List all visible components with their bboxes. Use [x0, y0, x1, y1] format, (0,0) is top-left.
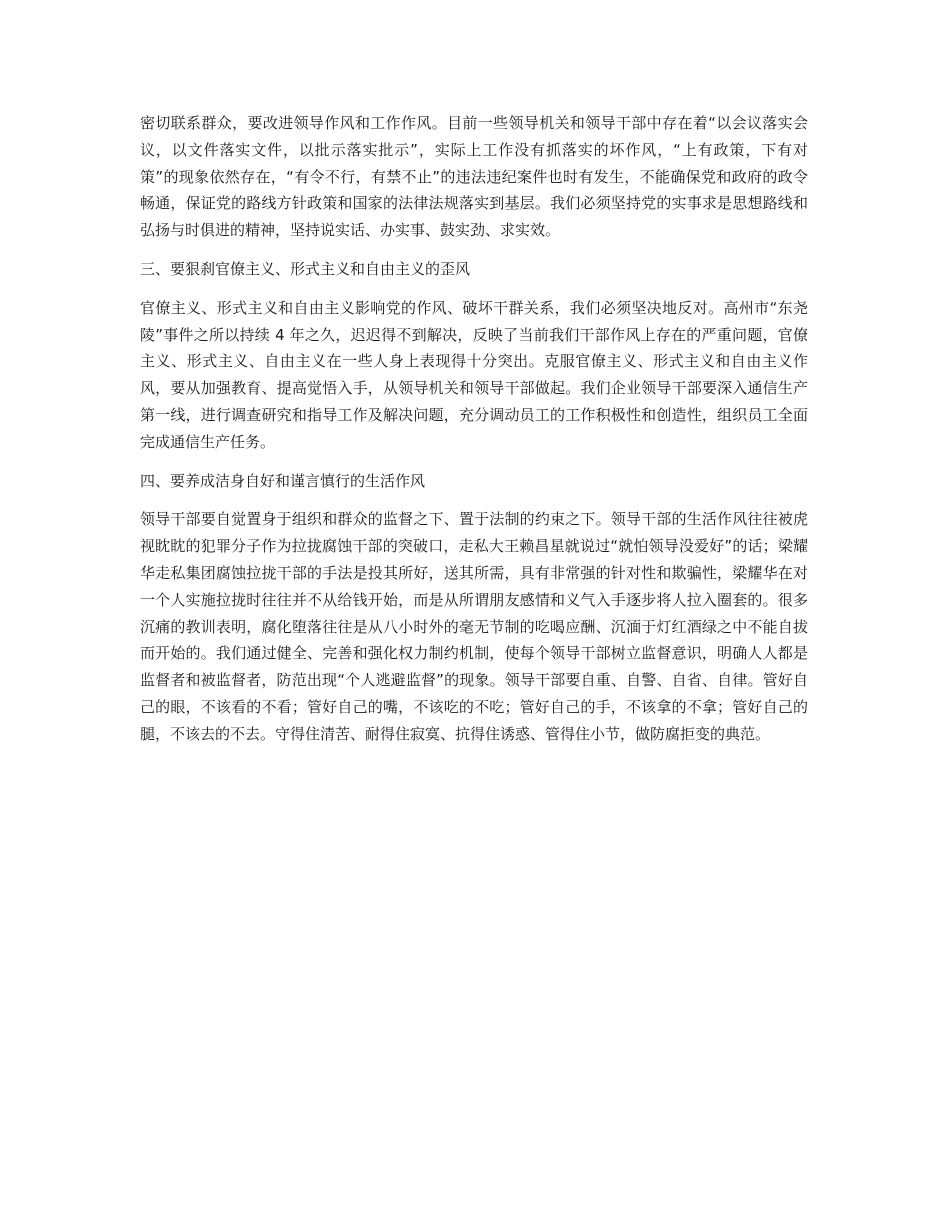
- section-heading-4: 四、要养成洁身自好和谨言慎行的生活作风: [140, 471, 426, 490]
- document-page: [140, 110, 808, 760]
- section-heading-3: 三、要狠刹官僚主义、形式主义和自由主义的歪风: [140, 259, 471, 278]
- paragraph-bureaucratism: 官僚主义、形式主义和自由主义影响党的作风、破坏干群关系，我们必须坚决地反对。高州市“东尧陵”事件之所以持续 4 年之久，迟迟得不到解决，反映了当前我们干部作风上存在的严重问题，官僚主义、形式主义、自由主义在一些人身上表现得十分突出。克服官僚主义、形式主义和自由主义作风，要从加强教育、提高觉悟入手，从领导机关和领导干部做起。我们企业领导干部要深入通信生产第一线，进行调查研究和指导工作及解决问题，充分调动员工的工作积极性和创造性，组织员工全面完成通信生产任务。: [140, 298, 808, 451]
- paragraph-leadership-style: 密切联系群众，要改进领导作风和工作作风。目前一些领导机关和领导干部中存在着“以会议落实会议，以文件落实文件，以批示落实批示”，实际上工作没有抓落实的坏作风，“上有政策，下有对策”的现象依然存在，“有令不行，有禁不止”的违法违纪案件也时有发生，不能确保党和政府的政令畅通，保证党的路线方针政策和国家的法律法规落实到基层。我们必须坚持党的实事求是思想路线和弘扬与时俱进的精神，坚持说实话、办实事、鼓实劲、求实效。: [140, 114, 808, 240]
- paragraph-lifestyle: 领导干部要自觉置身于组织和群众的监督之下、置于法制的约束之下。领导干部的生活作风往往被虎视眈眈的犯罪分子作为拉拢腐蚀干部的突破口，走私大王赖昌星就说过“就怕领导没爱好”的话；梁耀华走私集团腐蚀拉拢干部的手法是投其所好，送其所需，具有非常强的针对性和欺骗性，梁耀华在对一个人实施拉拢时往往并不从给钱开始，而是从所谓朋友感情和义气入手逐步将人拉入圈套的。很多沉痛的教训表明，腐化堕落往往是从八小时外的毫无节制的吃喝应酬、沉湎于灯红酒绿之中不能自拔而开始的。我们通过健全、完善和强化权力制约机制，使每个领导干部树立监督意识，明确人人都是监督者和被监督者，防范出现“个人逃避监督”的现象。领导干部要自重、自警、自省、自律。管好自己的眼，不该看的不看；管好自己的嘴，不该吃的不吃；管好自己的手，不该拿的不拿；管好自己的腿，不该去的不去。守得住清苦、耐得住寂寞、抗得住诱惑、管得住小节，做防腐拒变的典范。: [140, 510, 808, 743]
